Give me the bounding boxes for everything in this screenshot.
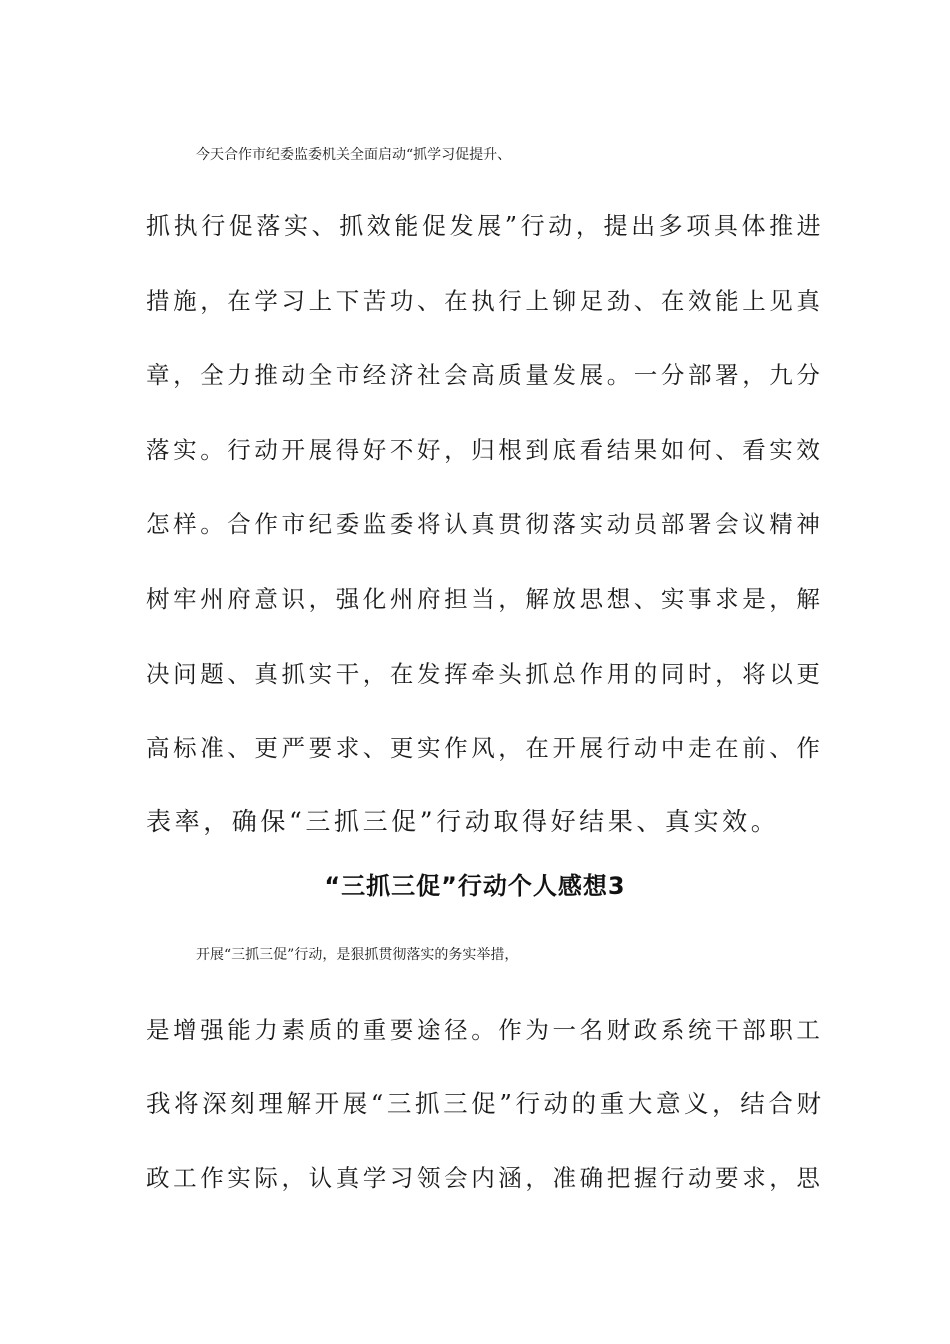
paragraph-1-line-6: 怎样。合作市纪委监委将认真贯彻落实动员部署会议精神 bbox=[146, 510, 824, 538]
paragraph-2-line-1: 开展“三抓三促”行动，是狠抓贯彻落实的务实举措， bbox=[196, 947, 519, 963]
paragraph-1-line-5: 落实。行动开展得好不好，归根到底看结果如何、看实效 bbox=[146, 436, 824, 464]
paragraph-1-line-1: 今天合作市纪委监委机关全面启动“抓学习促提升、 bbox=[196, 147, 512, 163]
section-heading: “三抓三促”行动个人感想3 bbox=[324, 872, 626, 900]
paragraph-1-line-9: 高标准、更严要求、更实作风，在开展行动中走在前、作 bbox=[146, 734, 824, 762]
paragraph-1-line-2: 抓执行促落实、抓效能促发展”行动，提出多项具体推进 bbox=[146, 212, 825, 240]
paragraph-2-line-2: 是增强能力素质的重要途径。作为一名财政系统干部职工 bbox=[146, 1016, 824, 1044]
paragraph-1-line-10: 表率，确保“三抓三促”行动取得好结果、真实效。 bbox=[146, 807, 780, 836]
paragraph-2-line-3: 我将深刻理解开展“三抓三促”行动的重大意义，结合财 bbox=[146, 1089, 825, 1118]
paragraph-1-line-8: 决问题、真抓实干，在发挥牵头抓总作用的同时，将以更 bbox=[146, 660, 824, 688]
paragraph-2-line-4: 政工作实际，认真学习领会内涵，准确把握行动要求，思 bbox=[146, 1164, 824, 1192]
paragraph-1-line-7: 树牢州府意识，强化州府担当，解放思想、实事求是，解 bbox=[146, 585, 824, 613]
paragraph-1-line-3: 措施，在学习上下苦功、在执行上铆足劲、在效能上见真 bbox=[146, 287, 824, 315]
paragraph-1-line-4: 章，全力推动全市经济社会高质量发展。一分部署，九分 bbox=[146, 361, 824, 389]
